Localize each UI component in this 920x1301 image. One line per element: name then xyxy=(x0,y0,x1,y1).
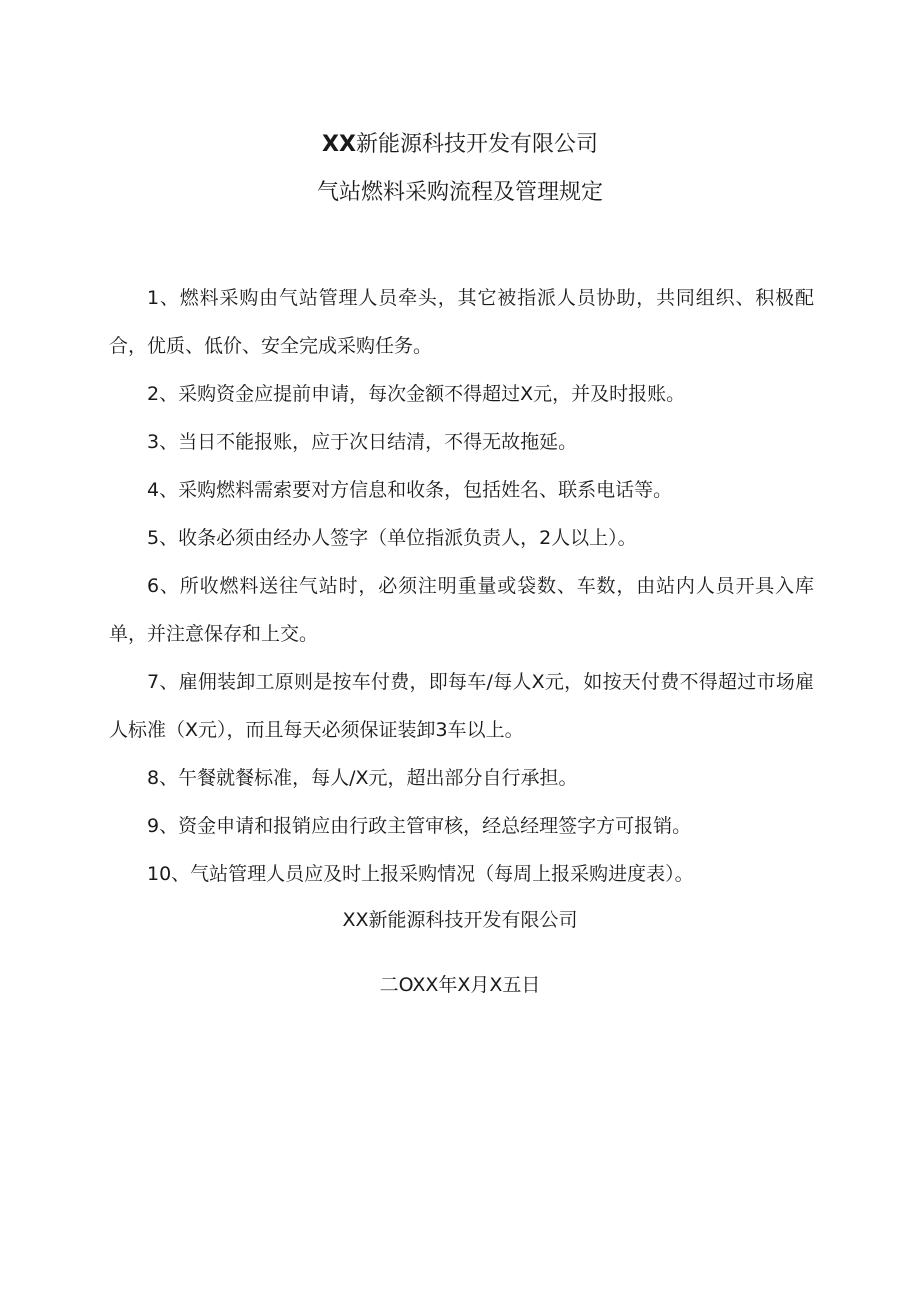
signoff-date: 二OXX年X月X五日 xyxy=(379,974,541,996)
rule-item: 7、雇佣装卸工原则是按车付费，即每车/每人X元，如按天付费不得超过市场雇人标准（X元），而且每天必须保证装卸3车以上。 xyxy=(109,671,814,741)
rule-item: 10、气站管理人员应及时上报采购情况（每周上报采购进度表）。 xyxy=(147,863,694,885)
rule-item: 6、所收燃料送往气站时，必须注明重量或袋数、车数，由站内人员开具入库单，并注意保存和上交。 xyxy=(109,575,814,645)
document-title: 气站燃料采购流程及管理规定 xyxy=(316,180,603,205)
rule-item: 5、收条必须由经办人签字（单位指派负责人，2人以上）。 xyxy=(147,527,637,549)
rule-item: 4、采购燃料需索要对方信息和收条，包括姓名、联系电话等。 xyxy=(147,479,673,501)
rule-item: 3、当日不能报账，应于次日结清，不得无故拖延。 xyxy=(147,431,578,453)
signoff-company: XX新能源科技开发有限公司 xyxy=(342,909,578,931)
company-title-prefix: XX xyxy=(322,132,356,157)
rule-item: 9、资金申请和报销应由行政主管审核，经总经理签字方可报销。 xyxy=(147,815,692,837)
company-title-rest: 新能源科技开发有限公司 xyxy=(355,132,598,157)
rule-item: 2、采购资金应提前申请，每次金额不得超过X元，并及时报账。 xyxy=(147,383,686,405)
rule-item: 1、燃料采购由气站管理人员牵头，其它被指派人员协助，共同组织、积极配合，优质、低价、安全完成采购任务。 xyxy=(109,287,814,357)
company-title xyxy=(0,130,920,160)
rules-list xyxy=(109,274,814,898)
rule-item: 8、午餐就餐标准，每人/X元，超出部分自行承担。 xyxy=(147,767,578,789)
